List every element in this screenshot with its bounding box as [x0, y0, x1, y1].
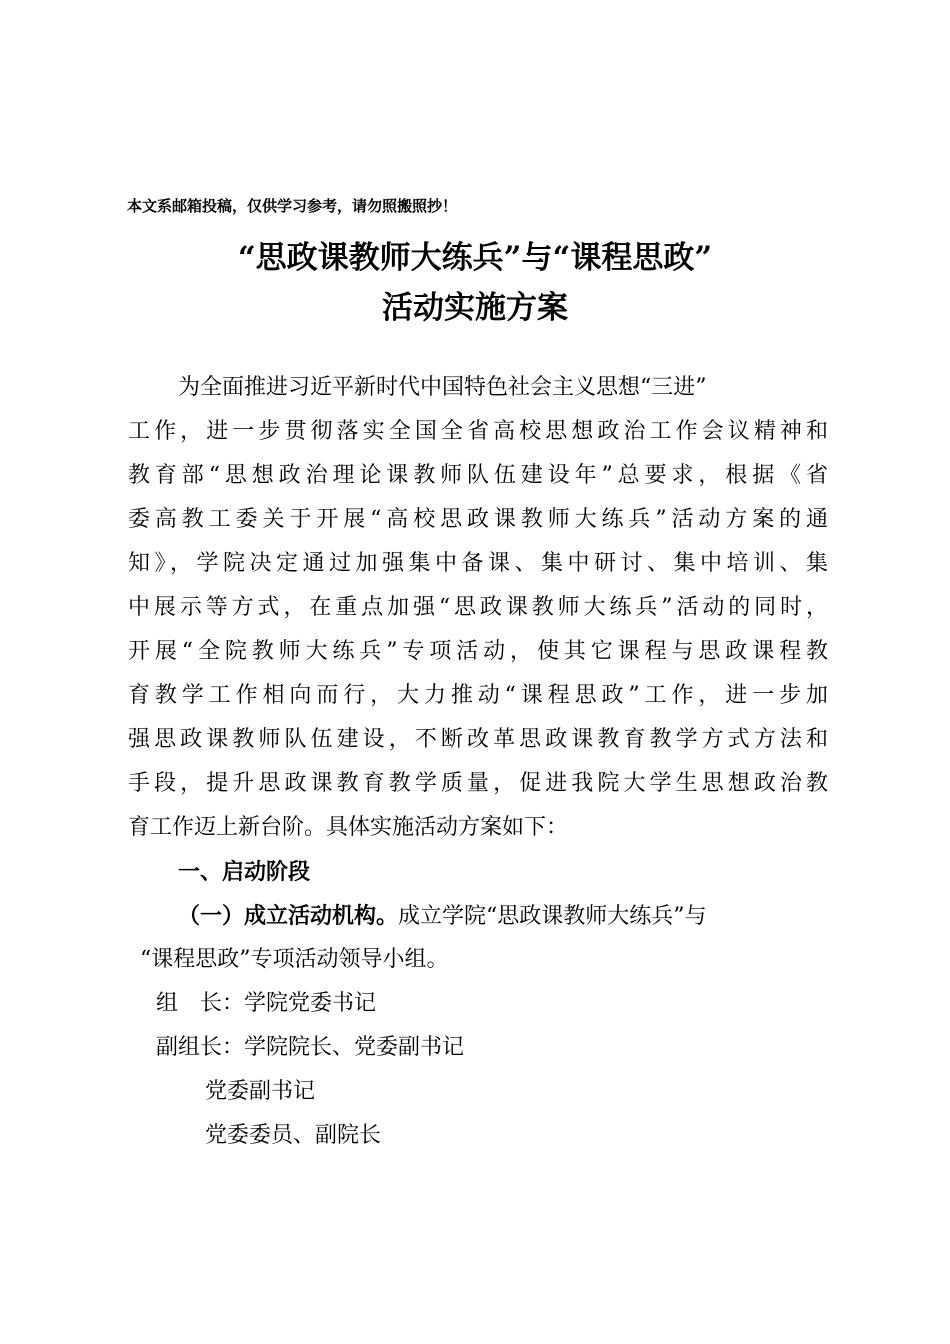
paragraph-1-line-6: 中展示等方式，在重点加强“思政课教师大练兵”活动的同时， — [128, 595, 828, 620]
paragraph-1-line-11: 育工作迈上新台阶。具体实施活动方案如下： — [128, 815, 569, 840]
subsection-1-line-2: “课程思政”专项活动领导小组。 — [140, 947, 449, 972]
section-1-heading: 一、启动阶段 — [178, 859, 311, 885]
paragraph-1-line-7: 开展“全院教师大练兵”专项活动，使其它课程与思政课程教 — [128, 639, 828, 664]
document-title-line-1: “思政课教师大练兵”与“课程思政” — [237, 240, 713, 276]
paragraph-1-line-3: 教育部“思想政治理论课教师队伍建设年”总要求，根据《省 — [128, 463, 828, 488]
paragraph-1-line-8: 育教学工作相向而行，大力推动“课程思政”工作，进一步加 — [128, 683, 828, 708]
paragraph-1-line-10: 手段，提升思政课教育教学质量，促进我院大学生思想政治教 — [128, 771, 828, 796]
subsection-1-text: 成立学院“思政课教师大练兵”与 — [398, 904, 707, 929]
paragraph-1-line-5: 知》，学院决定通过加强集中备课、集中研讨、集中培训、集 — [128, 551, 828, 576]
deputy-leader-line: 副组长：学院院长、党委副书记 — [156, 1035, 465, 1060]
deputy-item-1: 党委副书记 — [205, 1079, 316, 1104]
subsection-1-line-1 — [178, 894, 828, 939]
paragraph-1-line-4: 委高教工委关于开展“高校思政课教师大练兵”活动方案的通 — [128, 507, 828, 532]
submission-notice: 本文系邮箱投稿，仅供学习参考，请勿照搬照抄！ — [127, 197, 458, 215]
subsection-1-label: （一）成立活动机构。 — [178, 903, 399, 929]
document-title-line-2: 活动实施方案 — [382, 290, 568, 326]
paragraph-1-line-2: 工作，进一步贯彻落实全国全省高校思想政治工作会议精神和 — [128, 419, 828, 444]
paragraph-1-line-9: 强思政课教师队伍建设，不断改革思政课教育教学方式方法和 — [128, 727, 828, 752]
deputy-item-2: 党委委员、副院长 — [205, 1123, 382, 1148]
leader-line: 组 长：学院党委书记 — [156, 991, 377, 1016]
paragraph-1-line-1: 为全面推进习近平新时代中国特色社会主义思想“三进” — [178, 375, 707, 400]
